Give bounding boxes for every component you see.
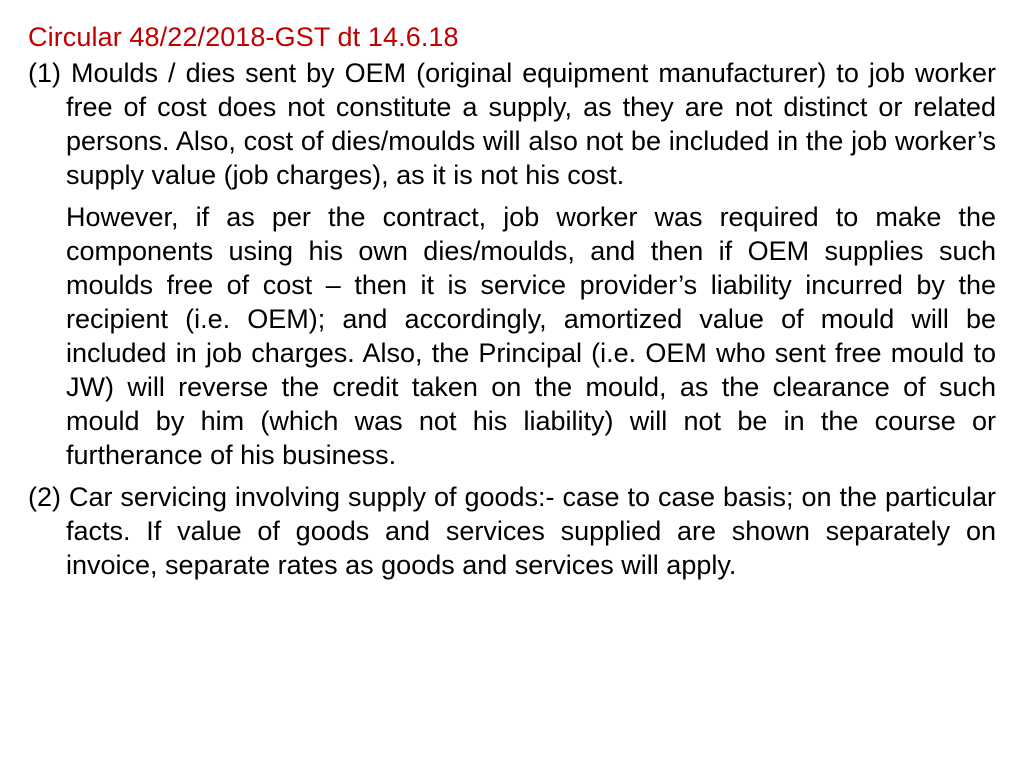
circular-heading: Circular 48/22/2018-GST dt 14.6.18 bbox=[28, 22, 459, 52]
point-1-continuation: However, if as per the contract, job worker was required to make the components using his own dies/moulds, and then if OEM supplies such moulds free of cost – then it is service provider’s liability incurred by the recipient (i.e. OEM); and accordingly, amortized value of mould will be included in job charges. Also, the Principal (i.e. OEM who sent free mould to JW) will reverse the credit taken on the mould, as the clearance of such mould by him (which was not his liability) will not be in the course or furtherance of his business. bbox=[66, 202, 996, 470]
point-2-car-servicing: (2) Car servicing involving supply of goods:- case to case basis; on the particular facts. If value of goods and services supplied are shown separately on invoice, separate rates as goods and services will apply. bbox=[28, 482, 996, 580]
slide-content bbox=[28, 20, 996, 582]
point-1-moulds-dies: (1) Moulds / dies sent by OEM (original equipment manufacturer) to job worker free of cost does not constitute a supply, as they are not distinct or related persons. Also, cost of dies/moulds will also not be included in the job worker’s supply value (job charges), as it is not his cost. bbox=[28, 58, 996, 190]
